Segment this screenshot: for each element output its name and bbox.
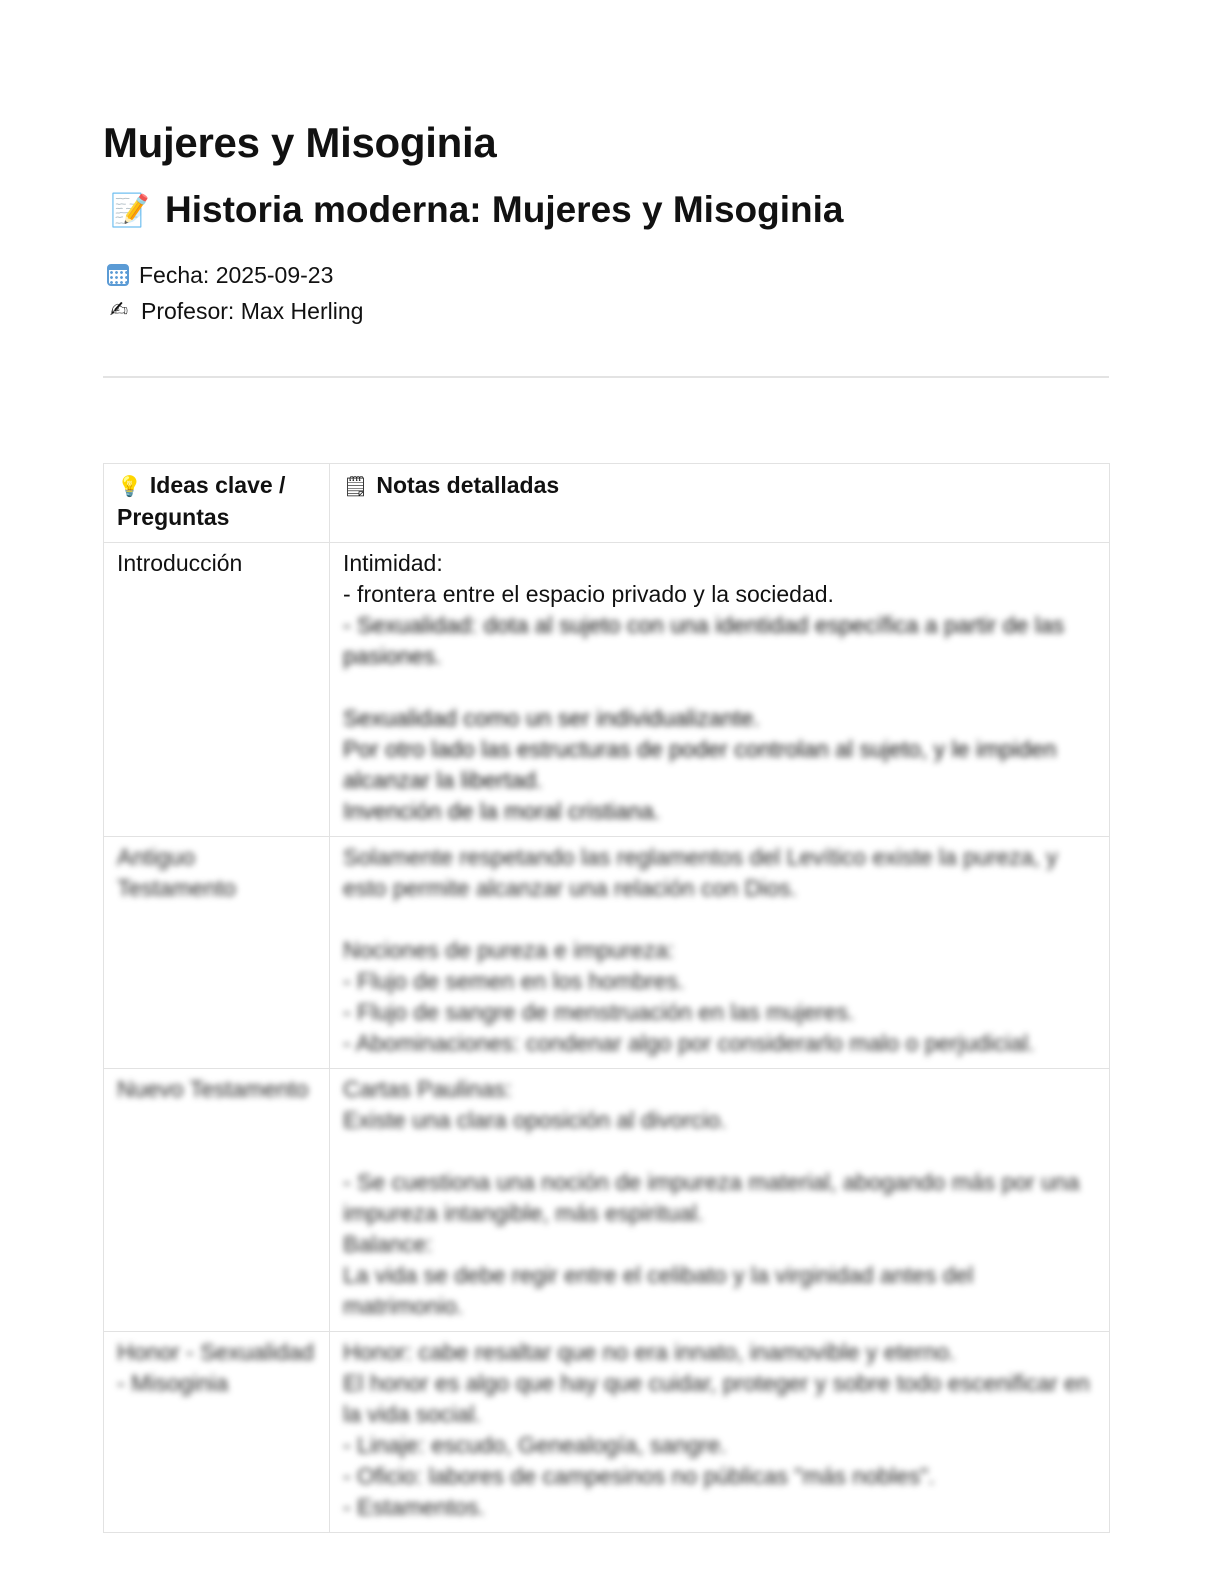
row-key-text: Nuevo Testamento xyxy=(117,1076,309,1102)
professor-line xyxy=(103,293,1109,329)
date-text: Fecha: 2025-09-23 xyxy=(139,261,334,288)
row-notes xyxy=(330,543,1110,837)
row-notes-text: Intimidad: - frontera entre el espacio privado y la sociedad. xyxy=(343,550,834,607)
notes-icon: 🗒 xyxy=(343,474,369,498)
header-detailed-notes-label: Notas detalladas xyxy=(376,472,560,498)
row-key xyxy=(104,1332,330,1533)
cornell-notes-table xyxy=(103,463,1110,1533)
row-notes xyxy=(330,837,1110,1069)
table-row xyxy=(104,543,1110,837)
row-key xyxy=(104,1069,330,1332)
section-heading xyxy=(103,188,1109,232)
table-row xyxy=(104,1069,1110,1332)
row-notes-text: Cartas Paulinas: Existe una clara oposición al divorcio. - Se cuestiona una noción de impureza material, abogando más por una impureza intangible, más espiritual. Balance: La vida se debe regir entre el celibato y la virginidad antes del matrimonio. xyxy=(343,1076,1080,1319)
row-key-text: Honor - Sexualidad - Misoginia xyxy=(117,1339,314,1396)
divider xyxy=(103,376,1109,378)
row-notes-text: Solamente respetando las reglamentos del Levítico existe la pureza, y esto permite alcanzar una relación con Dios. Nociones de pureza e impureza: - Flujo de semen en los hombres. - Flujo de sangre de menstruación en las mujeres. - Abominaciones: condenar algo por considerarlo malo o perjudicial. xyxy=(343,844,1058,1056)
row-key-text: Introducción xyxy=(117,550,243,576)
lightbulb-icon: 💡 xyxy=(117,474,142,498)
table-row xyxy=(104,1332,1110,1533)
metadata xyxy=(103,257,1109,329)
date-line xyxy=(103,257,1109,293)
row-notes xyxy=(330,1069,1110,1332)
writing-hand-icon: ✍ xyxy=(109,297,129,323)
row-notes-text: Honor: cabe resaltar que no era innato, inamovible y eterno. El honor es algo que hay que cuidar, proteger y sobre todo escenificar en la vida social. - Linaje: escudo, Genealogía, sangre. - Oficio: labores de campesinos no públicas "más nobles". - Estamentos. xyxy=(343,1339,1090,1520)
row-key-text: Antiguo Testamento xyxy=(117,844,236,901)
table-header-row xyxy=(104,464,1110,543)
professor-text: Profesor: Max Herling xyxy=(141,297,364,324)
section-heading-text: Historia moderna: Mujeres y Misoginia xyxy=(165,189,844,231)
header-key-ideas-label: Ideas clave / Preguntas xyxy=(117,472,286,530)
header-key-ideas xyxy=(104,464,330,543)
page-title: Mujeres y Misoginia xyxy=(103,119,497,166)
memo-icon: 📝 xyxy=(110,191,150,230)
row-key xyxy=(104,543,330,837)
row-notes-text-continued: - Sexualidad: dota al sujeto con una identidad específica a partir de las pasiones. Sexualidad como un ser individualizante. Por otro lado las estructuras de poder controlan al sujeto, y le impiden alcanzar la libertad. Invención de la moral cristiana. xyxy=(343,612,1065,824)
row-notes xyxy=(330,1332,1110,1533)
table-row xyxy=(104,837,1110,1069)
header-detailed-notes xyxy=(330,464,1110,543)
document-page xyxy=(103,118,1109,378)
calendar-icon xyxy=(107,264,129,286)
row-key xyxy=(104,837,330,1069)
